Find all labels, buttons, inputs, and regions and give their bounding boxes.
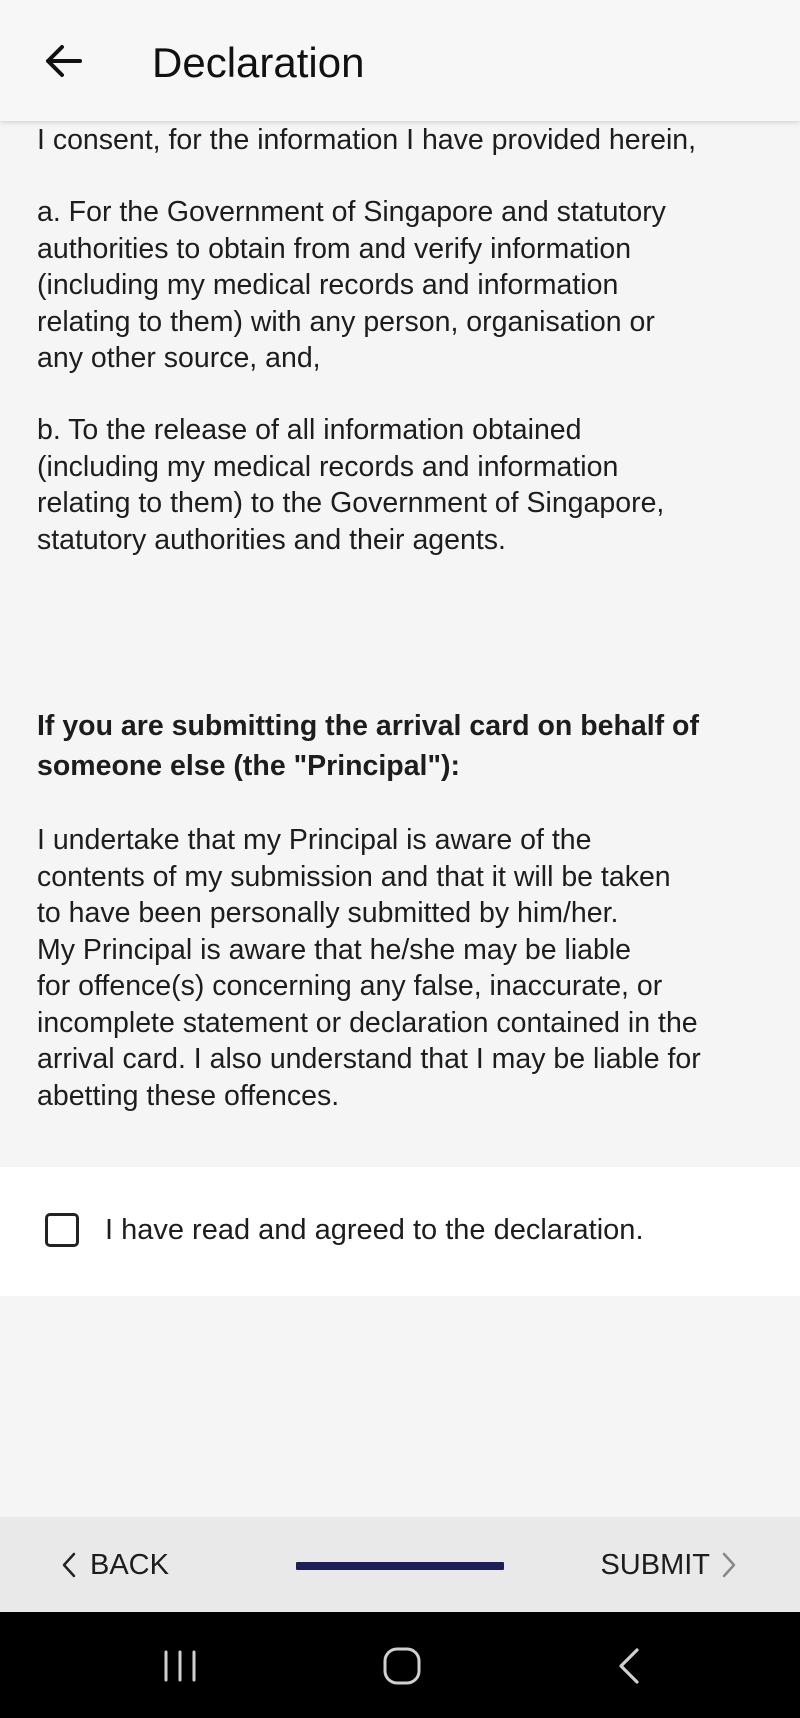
agreement-row[interactable]: [0, 1167, 800, 1296]
chevron-right-icon: [720, 1551, 738, 1579]
agree-label[interactable]: I have read and agreed to the declaration.: [105, 1214, 644, 1246]
navigation-footer: [0, 1517, 800, 1612]
progress-bar: [296, 1562, 504, 1570]
behalf-text: I undertake that my Principal is aware of the contents of my submission and that it will be taken to have been personally submitted by him/her. My Principal is aware that he/she may be liable for offence(s) concerning any false, inaccurate, or incomplete statement or declaration contained in the arrival card. I also understand that I may be liable for abetting these offences.: [37, 824, 701, 1112]
back-button[interactable]: [60, 1547, 169, 1583]
behalf-heading: If you are submitting the arrival card on behalf of someone else (the "Principal"):: [37, 710, 699, 782]
arrow-left-icon[interactable]: [40, 38, 86, 84]
page-title: Declaration: [152, 39, 365, 86]
recent-apps-icon[interactable]: [160, 1650, 200, 1682]
chevron-left-icon: [60, 1551, 78, 1579]
back-icon[interactable]: [613, 1646, 643, 1686]
submit-button-label: SUBMIT: [600, 1548, 710, 1581]
back-button-label: BACK: [90, 1548, 169, 1581]
clause-a: a. For the Government of Singapore and statutory authorities to obtain from and verify information (including my medical records and information relating to them) with any person, organisation or any other source, and,: [37, 196, 666, 374]
agree-checkbox[interactable]: [45, 1213, 79, 1247]
consent-intro: I consent, for the information I have provided herein,: [37, 124, 697, 156]
home-icon[interactable]: [382, 1646, 422, 1686]
app-bar: [0, 0, 800, 121]
submit-button[interactable]: [600, 1547, 738, 1583]
clause-b: b. To the release of all information obtained (including my medical records and information relating to them) to the Government of Singapore, statutory authorities and their agents.: [37, 414, 665, 556]
system-navigation-bar: [0, 1612, 800, 1718]
